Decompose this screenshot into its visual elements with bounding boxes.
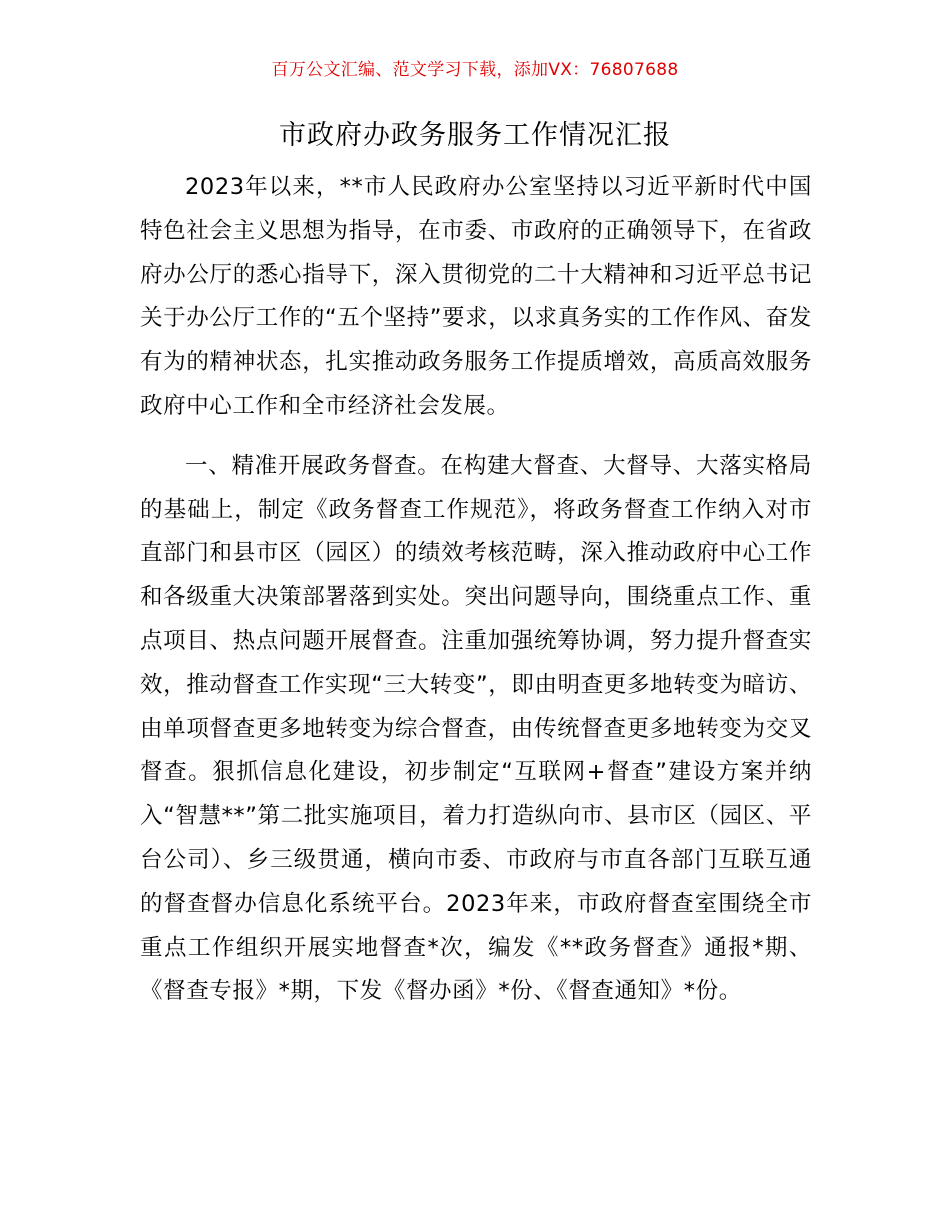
document-title: 市政府办政务服务工作情况汇报 — [279, 120, 671, 151]
intro-paragraph: 2023年以来，**市人民政府办公室坚持以习近平新时代中国特色社会主义思想为指导，在市委、市政府的正确领导下，在省政府办公厅的悉心指导下，深入贯彻党的二十大精神和习近平总书记关于办公厅工作的“五个坚持”要求，以求真务实的工作作风、奋发有为的精神状态，扎实推动政务服务工作提质增效，高质高效服务政府中心工作和全市经济社会发展。 — [140, 174, 812, 419]
document-body — [140, 166, 812, 1014]
section-one-paragraph: 一、精准开展政务督查。在构建大督查、大督导、大落实格局的基础上，制定《政务督查工作规范》，将政务督查工作纳入对市直部门和县市区（园区）的绩效考核范畴，深入推动政府中心工作和各级重大决策部署落到实处。突出问题导向，围绕重点工作、重点项目、热点问题开展督查。注重加强统筹协调，努力提升督查实效，推动督查工作实现“三大转变”，即由明查更多地转变为暗访、由单项督查更多地转变为综合督查，由传统督查更多地转变为交叉督查。狠抓信息化建设，初步制定“互联网+督查”建设方案并纳入“智慧**”第二批实施项目，着力打造纵向市、县市区（园区、平台公司）、乡三级贯通，横向市委、市政府与市直各部门互联互通的督查督办信息化系统平台。2023年来，市政府督查室围绕全市重点工作组织开展实地督查*次，编发《**政务督查》通报*期、《督查专报》*期，下发《督办函》*份、《督查通知》*份。 — [140, 452, 812, 1005]
header-banner: 百万公文汇编、范文学习下载，添加VX：76807688 — [271, 60, 679, 80]
